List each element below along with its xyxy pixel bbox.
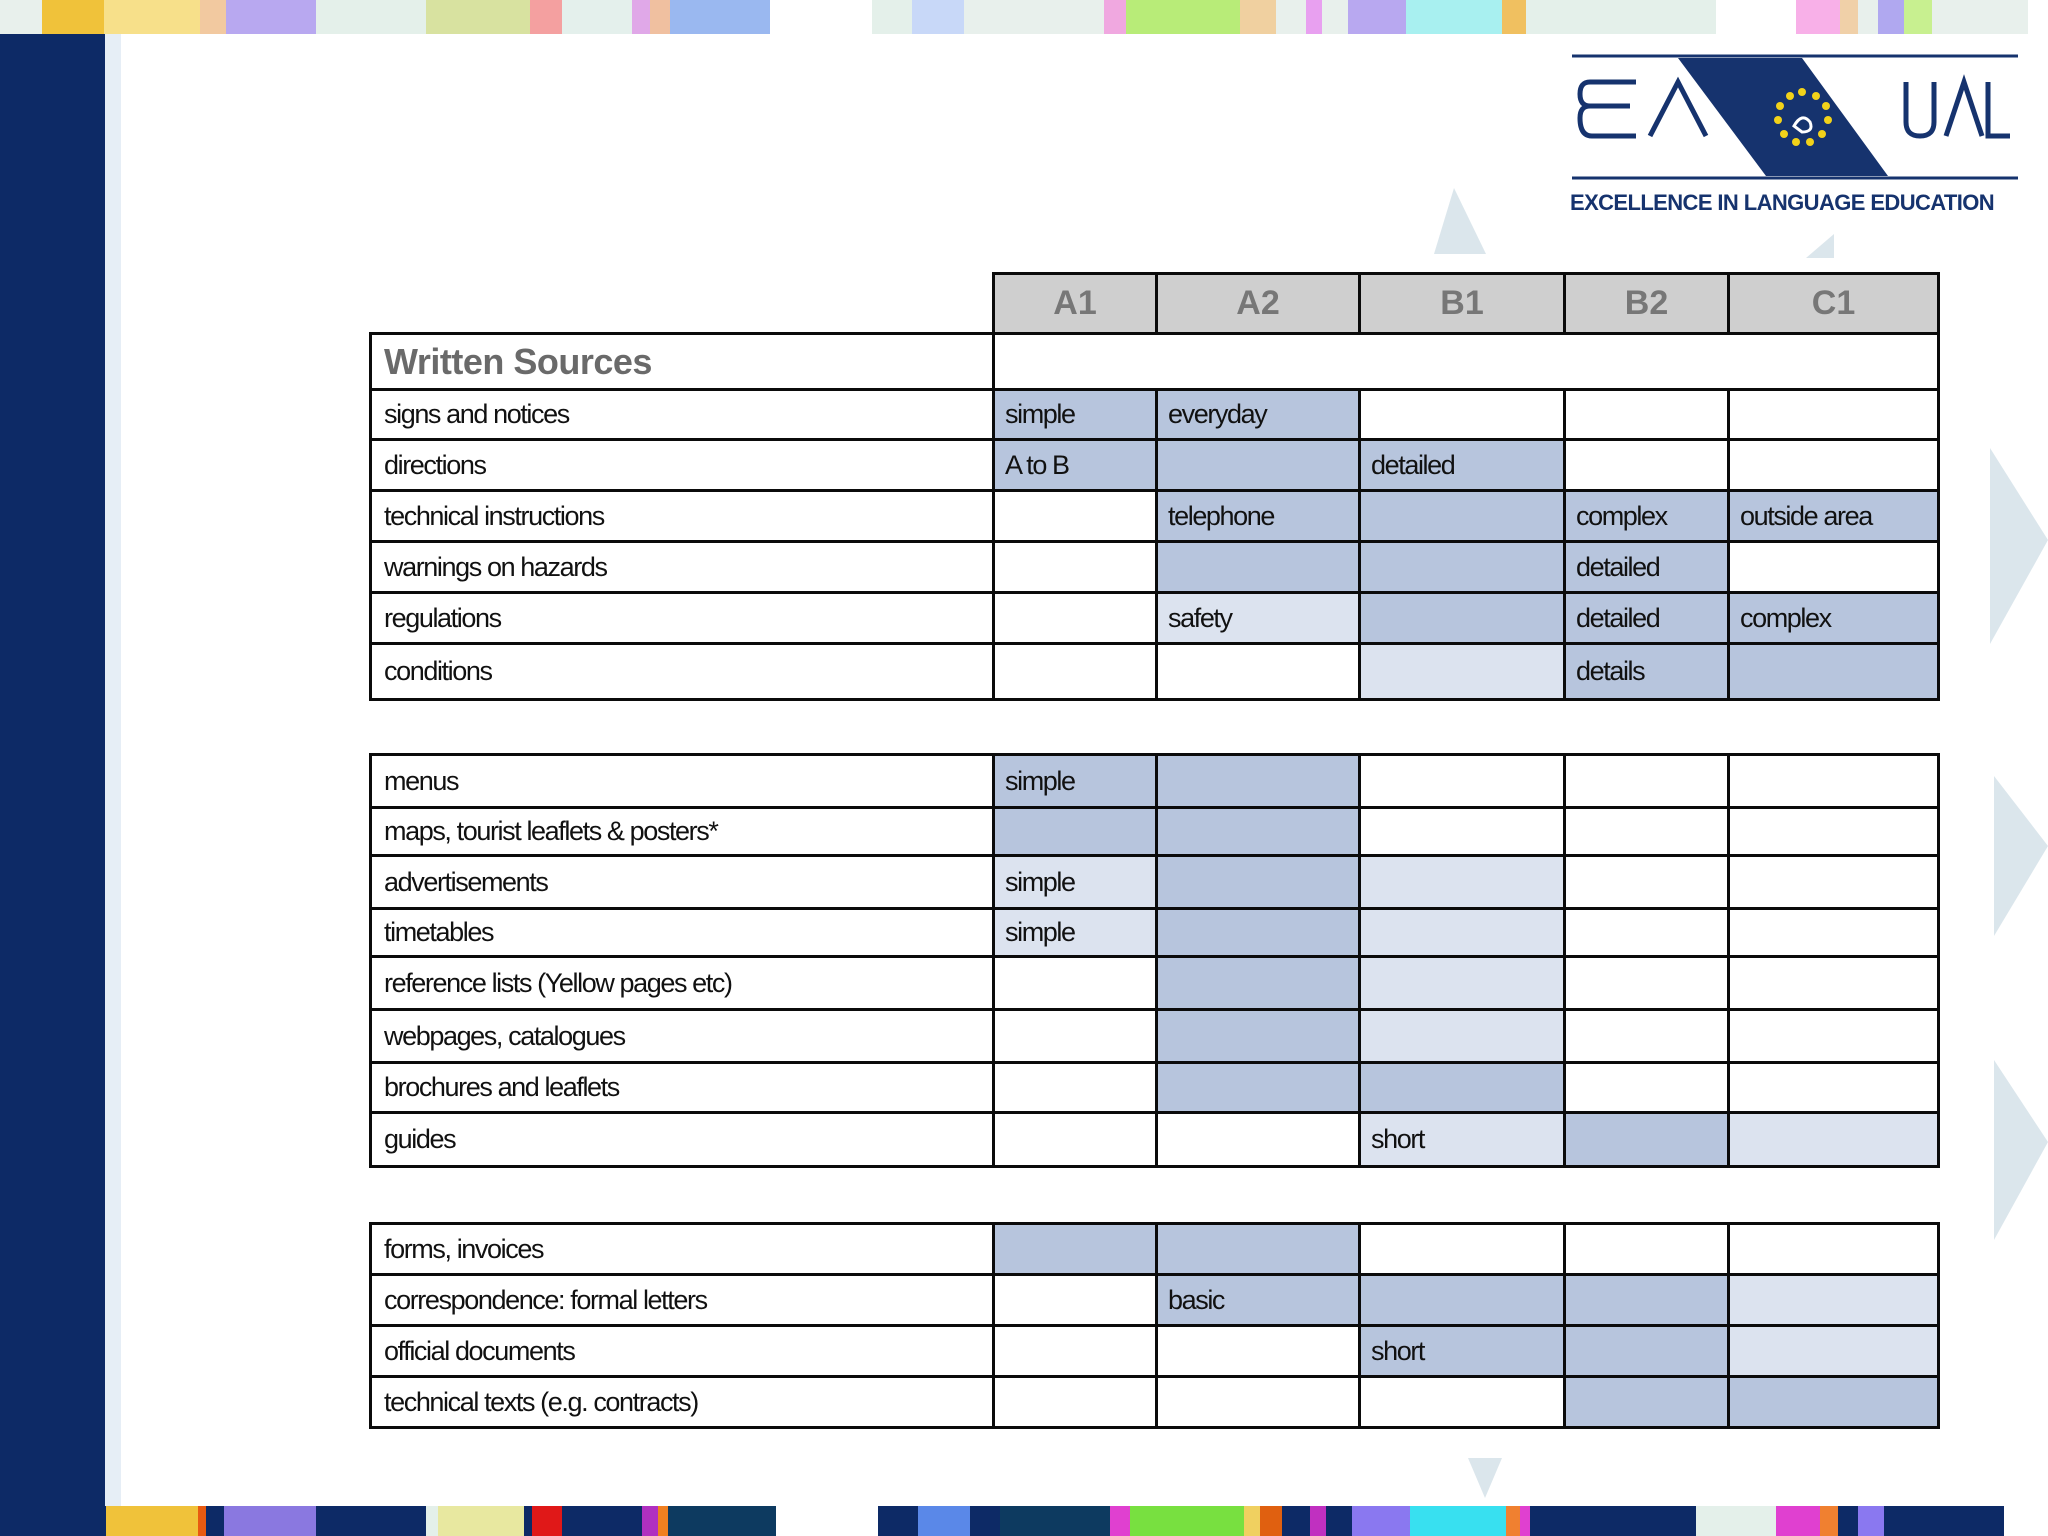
level-cell-b2 xyxy=(1565,909,1729,957)
header-spacer xyxy=(371,274,994,334)
level-cell-b2: complex xyxy=(1565,491,1729,542)
row-label: brochures and leaflets xyxy=(371,1063,994,1113)
level-cell-b1 xyxy=(1360,808,1565,856)
level-cell-a2: telephone xyxy=(1157,491,1360,542)
eaquals-logo xyxy=(1570,52,2022,220)
level-header: A2 xyxy=(1157,274,1360,334)
row-label: signs and notices xyxy=(371,390,994,440)
decorative-triangle xyxy=(1806,234,1836,260)
row-label: technical texts (e.g. contracts) xyxy=(371,1377,994,1428)
decorative-triangle xyxy=(1468,1458,1504,1500)
level-cell-b2 xyxy=(1565,390,1729,440)
level-cell-a1 xyxy=(994,1275,1157,1326)
level-cell-c1 xyxy=(1729,808,1939,856)
level-cell-a2 xyxy=(1157,644,1360,700)
level-cell-b1 xyxy=(1360,856,1565,909)
level-cell-b2 xyxy=(1565,1377,1729,1428)
level-cell-a2 xyxy=(1157,1224,1360,1275)
row-label: conditions xyxy=(371,644,994,700)
decorative-triangle xyxy=(1982,448,2048,644)
table-row xyxy=(371,1377,1939,1428)
level-cell-b2 xyxy=(1565,440,1729,491)
level-cell-a2 xyxy=(1157,542,1360,593)
level-cell-a1: A to B xyxy=(994,440,1157,491)
level-cell-a2 xyxy=(1157,856,1360,909)
level-cell-a2: safety xyxy=(1157,593,1360,644)
level-cell-b2 xyxy=(1565,1275,1729,1326)
decorative-triangle xyxy=(1986,776,2048,936)
table-row xyxy=(371,1224,1939,1275)
level-cell-c1 xyxy=(1729,909,1939,957)
written-sources-table-2 xyxy=(369,753,1940,1168)
row-label: reference lists (Yellow pages etc) xyxy=(371,957,994,1010)
row-label: webpages, catalogues xyxy=(371,1010,994,1063)
level-cell-a1: simple xyxy=(994,856,1157,909)
level-cell-c1 xyxy=(1729,1377,1939,1428)
level-cell-b2: details xyxy=(1565,644,1729,700)
level-cell-b2: detailed xyxy=(1565,593,1729,644)
row-label: maps, tourist leaflets & posters* xyxy=(371,808,994,856)
level-cell-c1 xyxy=(1729,390,1939,440)
level-cell-b1: detailed xyxy=(1360,440,1565,491)
level-cell-a1 xyxy=(994,1113,1157,1167)
level-cell-b1 xyxy=(1360,1275,1565,1326)
level-cell-b2 xyxy=(1565,1063,1729,1113)
table-row xyxy=(371,1010,1939,1063)
level-cell-b2 xyxy=(1565,755,1729,808)
row-label: guides xyxy=(371,1113,994,1167)
level-cell-b1 xyxy=(1360,644,1565,700)
level-cell-a2 xyxy=(1157,1377,1360,1428)
row-label: technical instructions xyxy=(371,491,994,542)
level-cell-c1: outside area xyxy=(1729,491,1939,542)
level-cell-a2 xyxy=(1157,1010,1360,1063)
table-row xyxy=(371,1063,1939,1113)
table-row xyxy=(371,644,1939,700)
table-row xyxy=(371,542,1939,593)
level-cell-a2 xyxy=(1157,440,1360,491)
level-cell-a1 xyxy=(994,1326,1157,1377)
level-cell-a2 xyxy=(1157,808,1360,856)
level-cell-a1 xyxy=(994,808,1157,856)
level-cell-b1 xyxy=(1360,593,1565,644)
level-cell-b2 xyxy=(1565,808,1729,856)
level-cell-b1 xyxy=(1360,755,1565,808)
level-cell-b1 xyxy=(1360,1010,1565,1063)
table-body xyxy=(371,1224,1939,1428)
level-cell-b1 xyxy=(1360,1063,1565,1113)
level-cell-b2 xyxy=(1565,1326,1729,1377)
written-sources-table-3 xyxy=(369,1222,1940,1429)
level-cell-b2 xyxy=(1565,957,1729,1010)
table-row xyxy=(371,593,1939,644)
row-label: regulations xyxy=(371,593,994,644)
row-label: advertisements xyxy=(371,856,994,909)
row-label: forms, invoices xyxy=(371,1224,994,1275)
level-cell-b1 xyxy=(1360,390,1565,440)
level-cell-b1 xyxy=(1360,1377,1565,1428)
level-cell-c1 xyxy=(1729,1010,1939,1063)
row-label: warnings on hazards xyxy=(371,542,994,593)
logo-tagline: EXCELLENCE IN LANGUAGE EDUCATION xyxy=(1570,190,1995,215)
level-cell-c1 xyxy=(1729,856,1939,909)
level-cell-c1 xyxy=(1729,1275,1939,1326)
row-label: timetables xyxy=(371,909,994,957)
level-cell-a1: simple xyxy=(994,909,1157,957)
level-cell-a1: simple xyxy=(994,755,1157,808)
level-cell-c1 xyxy=(1729,542,1939,593)
level-cell-c1 xyxy=(1729,1113,1939,1167)
section-title-row xyxy=(371,334,1939,390)
table-row xyxy=(371,856,1939,909)
level-cell-c1 xyxy=(1729,1063,1939,1113)
level-cell-a1 xyxy=(994,1377,1157,1428)
level-cell-a1: simple xyxy=(994,390,1157,440)
written-sources-table xyxy=(369,272,1940,701)
level-cell-a1 xyxy=(994,644,1157,700)
level-header: A1 xyxy=(994,274,1157,334)
section-title-blank xyxy=(994,334,1939,390)
level-cell-b2 xyxy=(1565,1010,1729,1063)
level-cell-c1: complex xyxy=(1729,593,1939,644)
level-cell-a2 xyxy=(1157,1063,1360,1113)
level-cell-c1 xyxy=(1729,440,1939,491)
level-cell-a2 xyxy=(1157,1326,1360,1377)
level-cell-a2 xyxy=(1157,957,1360,1010)
level-header: C1 xyxy=(1729,274,1939,334)
level-cell-a2 xyxy=(1157,909,1360,957)
level-cell-a2: everyday xyxy=(1157,390,1360,440)
level-cell-b1 xyxy=(1360,1224,1565,1275)
left-bar-edge xyxy=(105,34,121,1506)
level-cell-c1 xyxy=(1729,1326,1939,1377)
level-cell-b1 xyxy=(1360,491,1565,542)
table-row xyxy=(371,1275,1939,1326)
level-cell-a1 xyxy=(994,1224,1157,1275)
level-cell-b1 xyxy=(1360,542,1565,593)
table-row xyxy=(371,1326,1939,1377)
level-cell-b2 xyxy=(1565,1113,1729,1167)
row-label: directions xyxy=(371,440,994,491)
level-cell-b1: short xyxy=(1360,1326,1565,1377)
level-cell-a1 xyxy=(994,593,1157,644)
level-cell-c1 xyxy=(1729,957,1939,1010)
level-cell-b2 xyxy=(1565,1224,1729,1275)
decorative-triangle xyxy=(1430,188,1490,258)
level-header: B1 xyxy=(1360,274,1565,334)
level-cell-a1 xyxy=(994,542,1157,593)
row-label: official documents xyxy=(371,1326,994,1377)
level-cell-b1: short xyxy=(1360,1113,1565,1167)
level-cell-a1 xyxy=(994,1063,1157,1113)
level-cell-c1 xyxy=(1729,755,1939,808)
row-label: correspondence: formal letters xyxy=(371,1275,994,1326)
level-cell-a1 xyxy=(994,1010,1157,1063)
level-cell-a2 xyxy=(1157,755,1360,808)
level-header: B2 xyxy=(1565,274,1729,334)
table-row xyxy=(371,440,1939,491)
section-title: Written Sources xyxy=(371,334,994,390)
left-navy-bar xyxy=(0,34,105,1506)
table-body xyxy=(371,390,1939,700)
level-cell-a1 xyxy=(994,491,1157,542)
level-cell-b2 xyxy=(1565,856,1729,909)
table-row xyxy=(371,957,1939,1010)
level-cell-a2 xyxy=(1157,1113,1360,1167)
top-color-stripe xyxy=(0,0,2048,34)
level-cell-a2: basic xyxy=(1157,1275,1360,1326)
row-label: menus xyxy=(371,755,994,808)
level-cell-b2: detailed xyxy=(1565,542,1729,593)
level-cell-c1 xyxy=(1729,1224,1939,1275)
bottom-color-stripe xyxy=(0,1506,2048,1536)
level-cell-b1 xyxy=(1360,957,1565,1010)
table-row xyxy=(371,808,1939,856)
table-row xyxy=(371,755,1939,808)
level-header-row xyxy=(371,274,1939,334)
table-row xyxy=(371,1113,1939,1167)
table-row xyxy=(371,491,1939,542)
level-cell-c1 xyxy=(1729,644,1939,700)
level-cell-a1 xyxy=(994,957,1157,1010)
decorative-triangle xyxy=(1986,1060,2048,1240)
table-body xyxy=(371,755,1939,1167)
table-row xyxy=(371,390,1939,440)
level-cell-b1 xyxy=(1360,909,1565,957)
table-row xyxy=(371,909,1939,957)
